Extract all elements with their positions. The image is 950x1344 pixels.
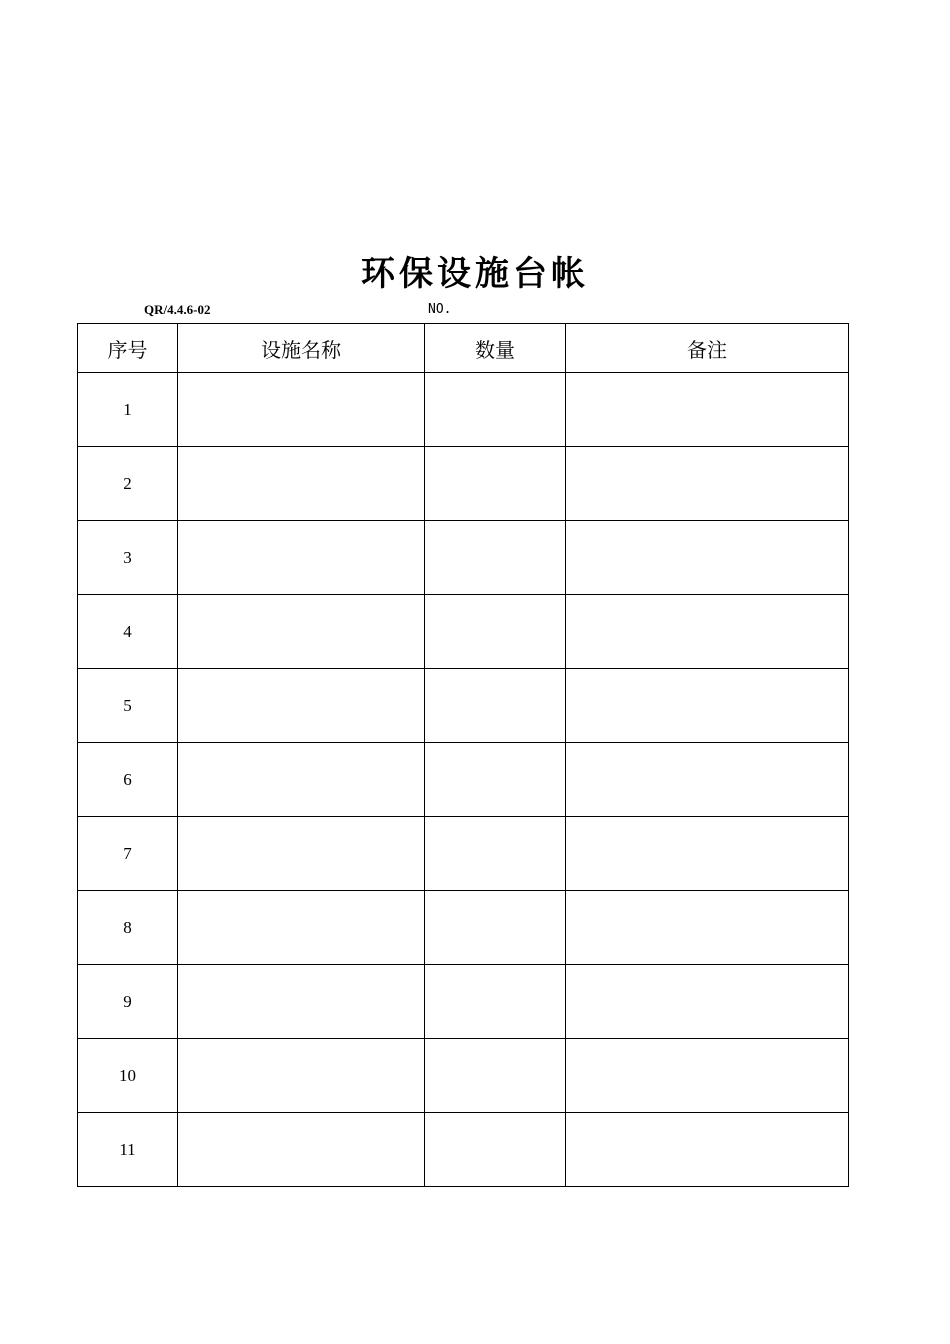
cell-facility-name[interactable] <box>178 1039 425 1113</box>
cell-quantity[interactable] <box>425 669 566 743</box>
table-row <box>78 1039 849 1113</box>
cell-index: 10 <box>78 1039 178 1113</box>
document-number-label: NO. <box>428 302 452 317</box>
facility-ledger-table <box>77 323 849 1187</box>
cell-index: 4 <box>78 595 178 669</box>
table-row <box>78 595 849 669</box>
header-facility-name: 设施名称 <box>178 324 425 373</box>
cell-facility-name[interactable] <box>178 965 425 1039</box>
table-row <box>78 965 849 1039</box>
cell-remarks[interactable] <box>566 373 849 447</box>
cell-facility-name[interactable] <box>178 521 425 595</box>
cell-facility-name[interactable] <box>178 743 425 817</box>
table-row <box>78 1113 849 1187</box>
header-quantity: 数量 <box>425 324 566 373</box>
cell-facility-name[interactable] <box>178 595 425 669</box>
cell-quantity[interactable] <box>425 595 566 669</box>
document-code: QR/4.4.6-02 <box>144 302 211 317</box>
cell-index: 5 <box>78 669 178 743</box>
header-index: 序号 <box>78 324 178 373</box>
cell-index: 2 <box>78 447 178 521</box>
cell-quantity[interactable] <box>425 1113 566 1187</box>
cell-facility-name[interactable] <box>178 891 425 965</box>
cell-quantity[interactable] <box>425 817 566 891</box>
table-row <box>78 669 849 743</box>
cell-index: 11 <box>78 1113 178 1187</box>
table-row <box>78 743 849 817</box>
cell-quantity[interactable] <box>425 1039 566 1113</box>
cell-remarks[interactable] <box>566 817 849 891</box>
cell-remarks[interactable] <box>566 521 849 595</box>
cell-remarks[interactable] <box>566 743 849 817</box>
cell-quantity[interactable] <box>425 965 566 1039</box>
cell-remarks[interactable] <box>566 595 849 669</box>
cell-index: 6 <box>78 743 178 817</box>
cell-quantity[interactable] <box>425 743 566 817</box>
cell-facility-name[interactable] <box>178 373 425 447</box>
cell-index: 3 <box>78 521 178 595</box>
cell-remarks[interactable] <box>566 891 849 965</box>
table-row <box>78 447 849 521</box>
cell-remarks[interactable] <box>566 669 849 743</box>
cell-quantity[interactable] <box>425 521 566 595</box>
cell-quantity[interactable] <box>425 373 566 447</box>
cell-remarks[interactable] <box>566 447 849 521</box>
cell-facility-name[interactable] <box>178 447 425 521</box>
cell-quantity[interactable] <box>425 891 566 965</box>
cell-facility-name[interactable] <box>178 669 425 743</box>
table-header-row <box>78 324 849 373</box>
cell-facility-name[interactable] <box>178 817 425 891</box>
cell-index: 7 <box>78 817 178 891</box>
table-row <box>78 891 849 965</box>
cell-remarks[interactable] <box>566 1039 849 1113</box>
cell-index: 1 <box>78 373 178 447</box>
table-row <box>78 373 849 447</box>
table-row <box>78 817 849 891</box>
cell-quantity[interactable] <box>425 447 566 521</box>
document-title: 环保设施台帐 <box>361 254 589 294</box>
cell-index: 8 <box>78 891 178 965</box>
cell-index: 9 <box>78 965 178 1039</box>
table-row <box>78 521 849 595</box>
cell-facility-name[interactable] <box>178 1113 425 1187</box>
cell-remarks[interactable] <box>566 1113 849 1187</box>
cell-remarks[interactable] <box>566 965 849 1039</box>
header-remarks: 备注 <box>566 324 849 373</box>
